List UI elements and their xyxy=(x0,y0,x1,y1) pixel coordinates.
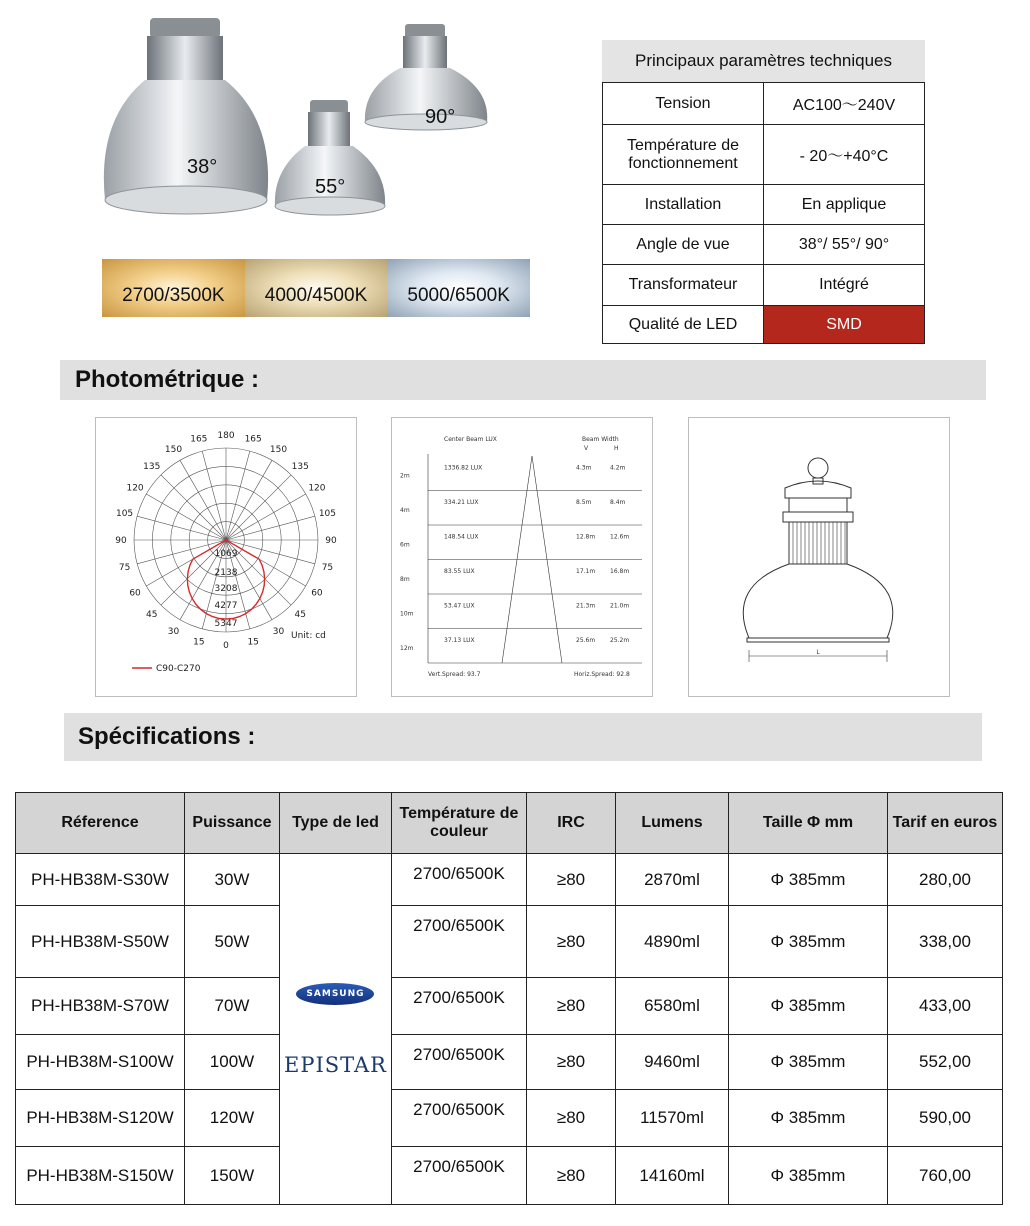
beam-width-h: 25.2m xyxy=(610,636,630,644)
col-header-size: Taille Φ mm xyxy=(728,793,887,854)
col-header-lumens: Lumens xyxy=(615,793,728,854)
polar-angle-label: 135 xyxy=(291,461,309,472)
params-row xyxy=(603,265,925,306)
beam-chart-panel xyxy=(391,417,653,697)
polar-legend: C90-C270 xyxy=(156,664,201,674)
color-temperature-strip xyxy=(102,259,530,317)
cell-color-temp: 2700/6500K xyxy=(391,854,526,906)
beam-lux-value: 83.55 LUX xyxy=(444,567,475,575)
polar-angle-label: 105 xyxy=(115,508,134,519)
beam-height-label: 10m xyxy=(400,610,414,618)
cell-price: 433,00 xyxy=(887,978,1002,1035)
polar-angle-label: 90 xyxy=(325,536,337,546)
cell-price: 280,00 xyxy=(887,854,1002,906)
params-title: Principaux paramètres techniques xyxy=(602,40,925,82)
beam-width-v: 4.3m xyxy=(576,464,592,472)
cell-power: 150W xyxy=(185,1147,280,1205)
cell-irc: ≥80 xyxy=(526,978,615,1035)
polar-value-2: 2138 xyxy=(214,568,238,578)
param-value: En applique xyxy=(764,185,925,225)
table-row xyxy=(16,978,1003,1035)
epistar-logo: EPISTAR xyxy=(284,1053,387,1077)
param-label: Angle de vue xyxy=(603,225,764,265)
polar-angle-label: 75 xyxy=(118,563,131,574)
beam-vert-spread: Vert.Spread: 93.7 xyxy=(428,671,481,678)
polar-angle-label: 165 xyxy=(190,434,208,445)
cell-color-temp: 2700/6500K xyxy=(391,906,526,978)
params-row xyxy=(603,225,925,265)
params-row xyxy=(603,306,925,344)
col-header-color-temp: Température de couleur xyxy=(391,793,526,854)
polar-angle-label: 180 xyxy=(217,431,235,441)
spec-header-row xyxy=(16,793,1003,854)
angle-label-55: 55° xyxy=(315,176,346,198)
lamp-outline xyxy=(743,458,893,642)
color-temp-neutral: 4000/4500K xyxy=(245,259,388,317)
cell-size: Φ 385mm xyxy=(728,1090,887,1147)
beam-lux-value: 37.13 LUX xyxy=(444,636,475,644)
polar-angle-label: 15 xyxy=(247,637,259,648)
beam-header-h: H xyxy=(614,445,619,452)
cell-price: 590,00 xyxy=(887,1090,1002,1147)
beam-width-h: 4.2m xyxy=(610,464,626,472)
polar-angle-label: 90 xyxy=(115,536,127,546)
params-row xyxy=(603,185,925,225)
polar-angle-label: 120 xyxy=(126,483,144,494)
cell-power: 100W xyxy=(185,1035,280,1090)
cell-power: 50W xyxy=(185,906,280,978)
beam-lux-value: 1336.82 LUX xyxy=(444,464,483,472)
cell-color-temp: 2700/6500K xyxy=(391,1090,526,1147)
cell-irc: ≥80 xyxy=(526,1090,615,1147)
technical-drawing-panel xyxy=(688,417,950,697)
beam-width-h: 16.8m xyxy=(610,567,630,575)
cell-lumens: 6580ml xyxy=(615,978,728,1035)
polar-value-5: 5347 xyxy=(214,619,238,629)
polar-angle-label: 30 xyxy=(167,626,180,637)
technical-drawing xyxy=(689,418,949,696)
cell-reference: PH-HB38M-S50W xyxy=(16,906,185,978)
param-value-smd: SMD xyxy=(764,306,925,344)
angle-label-38: 38° xyxy=(187,156,218,178)
col-header-reference: Réference xyxy=(16,793,185,854)
polar-angle-label: 60 xyxy=(311,588,323,599)
col-header-price: Tarif en euros xyxy=(887,793,1002,854)
beam-lux-value: 334.21 LUX xyxy=(444,498,479,506)
beam-chart xyxy=(392,418,652,696)
beam-height-label: 6m xyxy=(400,541,410,549)
beam-lux-value: 53.47 LUX xyxy=(444,602,475,610)
cell-color-temp: 2700/6500K xyxy=(391,1147,526,1205)
cell-irc: ≥80 xyxy=(526,1147,615,1205)
samsung-logo: SAMSUNG xyxy=(296,983,374,1005)
polar-angle-label: 30 xyxy=(272,626,285,637)
polar-angle-label: 0 xyxy=(223,641,229,651)
cell-lumens: 4890ml xyxy=(615,906,728,978)
drawing-label-l: L xyxy=(816,649,820,656)
params-row xyxy=(603,83,925,125)
cell-power: 30W xyxy=(185,854,280,906)
polar-value-3: 3208 xyxy=(214,584,238,594)
polar-angle-label: 45 xyxy=(146,610,158,621)
param-value: 38°/ 55°/ 90° xyxy=(764,225,925,265)
cell-lumens: 9460ml xyxy=(615,1035,728,1090)
beam-header-right: Beam Width xyxy=(582,436,619,443)
color-temp-cool: 5000/6500K xyxy=(387,259,530,317)
col-header-led-type: Type de led xyxy=(280,793,392,854)
col-header-power: Puissance xyxy=(185,793,280,854)
polar-angle-label: 75 xyxy=(321,563,334,574)
polar-angle-label: 45 xyxy=(294,610,306,621)
table-row xyxy=(16,1147,1003,1205)
specifications-table xyxy=(15,792,1003,1205)
cell-lumens: 11570ml xyxy=(615,1090,728,1147)
table-row xyxy=(16,906,1003,978)
cell-size: Φ 385mm xyxy=(728,854,887,906)
beam-height-label: 4m xyxy=(400,506,410,514)
beam-height-label: 2m xyxy=(400,472,410,480)
cell-color-temp: 2700/6500K xyxy=(391,978,526,1035)
cell-reference: PH-HB38M-S150W xyxy=(16,1147,185,1205)
cell-reference: PH-HB38M-S100W xyxy=(16,1035,185,1090)
polar-unit: Unit: cd xyxy=(291,631,326,641)
polar-angle-label: 15 xyxy=(193,637,205,648)
beam-width-v: 21.3m xyxy=(576,602,596,610)
param-label: Installation xyxy=(603,185,764,225)
polar-angle-label: 150 xyxy=(269,445,288,456)
specifications-section-title: Spécifications : xyxy=(64,713,982,761)
polar-value-4: 4277 xyxy=(214,601,238,611)
param-label: Tension xyxy=(603,83,764,125)
cell-power: 120W xyxy=(185,1090,280,1147)
param-label: Transformateur xyxy=(603,265,764,306)
lamp-illustration xyxy=(95,10,535,250)
params-table xyxy=(602,82,925,344)
technical-parameters xyxy=(602,40,925,344)
table-row xyxy=(16,1090,1003,1147)
table-row xyxy=(16,854,1003,906)
col-header-irc: IRC xyxy=(526,793,615,854)
cell-color-temp: 2700/6500K xyxy=(391,1035,526,1090)
cell-irc: ≥80 xyxy=(526,854,615,906)
polar-diagram-panel xyxy=(95,417,357,697)
param-value: - 20～+40°C xyxy=(764,125,925,185)
cell-reference: PH-HB38M-S30W xyxy=(16,854,185,906)
cell-irc: ≥80 xyxy=(526,1035,615,1090)
beam-header-left: Center Beam LUX xyxy=(444,436,497,443)
cell-irc: ≥80 xyxy=(526,906,615,978)
polar-angle-label: 135 xyxy=(143,461,161,472)
cell-power: 70W xyxy=(185,978,280,1035)
cell-lumens: 14160ml xyxy=(615,1147,728,1205)
beam-height-label: 8m xyxy=(400,575,410,583)
cell-price: 552,00 xyxy=(887,1035,1002,1090)
cell-reference: PH-HB38M-S120W xyxy=(16,1090,185,1147)
polar-angle-label: 150 xyxy=(164,445,183,456)
polar-angle-label: 165 xyxy=(244,434,262,445)
beam-header-v: V xyxy=(584,445,589,452)
beam-lux-value: 148.54 LUX xyxy=(444,533,479,541)
beam-width-h: 12.6m xyxy=(610,533,630,541)
polar-angle-label: 120 xyxy=(308,483,326,494)
polar-diagram xyxy=(96,418,356,696)
beam-width-v: 17.1m xyxy=(576,567,596,575)
beam-height-label: 12m xyxy=(400,644,414,652)
beam-width-v: 8.5m xyxy=(576,498,592,506)
cell-size: Φ 385mm xyxy=(728,1035,887,1090)
cell-price: 338,00 xyxy=(887,906,1002,978)
beam-width-h: 8.4m xyxy=(610,498,626,506)
angle-label-90: 90° xyxy=(425,106,456,128)
cell-reference: PH-HB38M-S70W xyxy=(16,978,185,1035)
cell-price: 760,00 xyxy=(887,1147,1002,1205)
cell-size: Φ 385mm xyxy=(728,906,887,978)
param-label: Température de fonctionnement xyxy=(603,125,764,185)
table-row xyxy=(16,1035,1003,1090)
beam-width-v: 25.6m xyxy=(576,636,596,644)
color-temp-warm: 2700/3500K xyxy=(102,259,245,317)
param-value: Intégré xyxy=(764,265,925,306)
cell-size: Φ 385mm xyxy=(728,1147,887,1205)
led-brand-cell xyxy=(280,854,392,1205)
param-value: AC100～240V xyxy=(764,83,925,125)
lamp-38 xyxy=(104,18,268,214)
cell-lumens: 2870ml xyxy=(615,854,728,906)
polar-value-1: 1069 xyxy=(214,549,238,559)
photometric-section-title: Photométrique : xyxy=(60,360,986,400)
params-row xyxy=(603,125,925,185)
cell-size: Φ 385mm xyxy=(728,978,887,1035)
beam-width-v: 12.8m xyxy=(576,533,596,541)
beam-horiz-spread: Horiz.Spread: 92.8 xyxy=(574,671,630,678)
beam-width-h: 21.0m xyxy=(610,602,630,610)
lamp-images xyxy=(95,10,535,250)
param-label: Qualité de LED xyxy=(603,306,764,344)
polar-angle-label: 60 xyxy=(129,588,141,599)
polar-angle-label: 105 xyxy=(318,508,337,519)
